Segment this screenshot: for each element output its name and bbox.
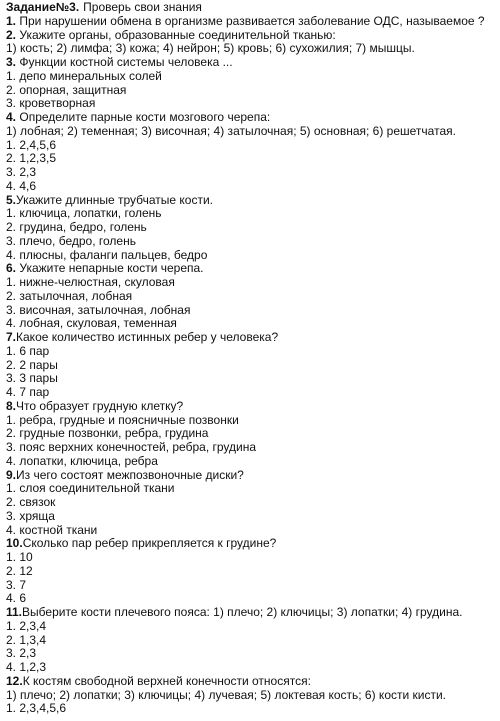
answer-option: 3. височная, затылочная, лобная — [6, 303, 191, 317]
answer-option: 1. депо минеральных солей — [6, 69, 162, 83]
answer-option: 4. лопатки, ключица, ребра — [6, 454, 158, 468]
answer-option: 1) плечо; 2) лопатки; 3) ключицы; 4) лучевая; 5) локтевая кость; 6) кости кисти. — [6, 688, 447, 702]
answer-option: 3. пояс верхних конечностей, ребра, грудина — [6, 441, 257, 454]
question-list — [6, 15, 496, 716]
question-line — [6, 194, 496, 208]
question-text: Выберите кости плечевого пояса: 1) плечо; 2) ключицы; 3) лопатки; 4) грудина. — [22, 606, 463, 619]
question-text: Укажите длинные трубчатые кости. — [16, 193, 214, 207]
question-number: 1. — [6, 14, 17, 28]
answer-option: 3. хряща — [6, 509, 55, 523]
answer-option: 1. 2,4,5,6 — [6, 138, 57, 152]
answer-option: 3. 2,3 — [6, 647, 37, 661]
question-number: 4. — [6, 111, 17, 124]
answer-option: 3. кроветворная — [6, 97, 96, 111]
question-text: При нарушении обмена в организме развивается заболевание ОДС, называемое ? — [19, 14, 485, 28]
answer-option: 1. 6 пар — [6, 344, 50, 358]
task-subtitle: Проверь свои знания — [83, 1, 202, 14]
question-line — [6, 537, 496, 551]
answer-option: 3. 2,3 — [6, 166, 37, 179]
answer-option: 3. 3 пары — [6, 372, 58, 386]
question-text: К костям свободной верхней конечности относятся: — [22, 674, 311, 688]
answer-option: 4. костной ткани — [6, 523, 98, 537]
answer-option: 2. опорная, защитная — [6, 83, 127, 97]
question-number: 9. — [6, 468, 17, 482]
answer-option: 1. 2,3,4 — [6, 619, 47, 633]
answer-option: 1. ключица, лопатки, голень — [6, 207, 162, 221]
question-text: Сколько пар ребер прикрепляется к грудине? — [22, 537, 277, 551]
question-text: Что образует грудную клетку? — [16, 399, 184, 413]
answer-option: 2. грудина, бедро, голень — [6, 221, 147, 234]
answer-option: 1. ребра, грудные и поясничные позвонки — [6, 413, 239, 427]
answer-option: 2. 1,3,4 — [6, 633, 47, 647]
answer-option: 1) кость; 2) лимфа; 3) кожа; 4) нейрон; 5) кровь; 6) сухожилия; 7) мышцы. — [6, 42, 415, 56]
question-line — [6, 56, 496, 70]
answer-option: 2. затылочная, лобная — [6, 289, 133, 303]
answer-option: 4. 7 пар — [6, 386, 50, 399]
answer-option: 4. плюсны, фаланги пальцев, бедро — [6, 248, 208, 262]
answer-option: 4. лобная, скуловая, теменная — [6, 317, 177, 331]
question-line — [6, 262, 496, 276]
question-line — [6, 15, 496, 29]
answer-option: 4. 6 — [6, 592, 27, 606]
answer-option: 4. 4,6 — [6, 179, 37, 193]
answer-option: 2. связок — [6, 496, 56, 509]
answer-option: 2. 12 — [6, 564, 33, 578]
answer-option: 1. нижне-челюстная, скуловая — [6, 276, 175, 289]
answer-option: 1. 2,3,4,5,6 — [6, 702, 67, 716]
worksheet-title — [6, 1, 496, 15]
question-line — [6, 675, 496, 689]
question-text: Определите парные кости мозгового черепа: — [19, 111, 271, 124]
answer-option: 2. 1,2,3,5 — [6, 152, 57, 166]
answer-option: 2. грудные позвонки, ребра, грудина — [6, 427, 209, 441]
question-number: 11. — [6, 606, 23, 619]
question-number: 5. — [6, 193, 17, 207]
question-number: 10. — [6, 537, 23, 551]
answer-option: 1) лобная; 2) теменная; 3) височная; 4) затылочная; 5) основная; 6) решетчатая. — [6, 124, 456, 138]
question-number: 2. — [6, 28, 17, 42]
question-number: 12. — [6, 674, 23, 688]
question-line — [6, 331, 496, 345]
question-text: Укажите непарные кости черепа. — [19, 262, 204, 276]
question-text: Из чего состоят межпозвоночные диски? — [16, 468, 244, 482]
answer-option: 3. плечо, бедро, голень — [6, 234, 136, 248]
answer-option: 4. 1,2,3 — [6, 661, 47, 674]
answer-option: 2. 2 пары — [6, 358, 58, 372]
question-number: 7. — [6, 331, 17, 344]
question-text: Функции костной системы человека ... — [19, 56, 233, 69]
question-number: 8. — [6, 399, 17, 413]
question-text: Какое количество истинных ребер у человека? — [16, 331, 279, 344]
question-line — [6, 469, 496, 483]
question-line — [6, 111, 496, 125]
task-number: Задание№3. — [6, 1, 80, 14]
question-line — [6, 606, 496, 620]
question-number: 6. — [6, 262, 17, 276]
answer-option: 1. слоя соединительной ткани — [6, 482, 175, 496]
question-text: Укажите органы, образованные соединительной тканью: — [19, 28, 336, 42]
question-line — [6, 400, 496, 414]
answer-option: 3. 7 — [6, 578, 27, 592]
question-number: 3. — [6, 56, 17, 69]
answer-option: 1. 10 — [6, 551, 33, 564]
question-line — [6, 29, 496, 43]
